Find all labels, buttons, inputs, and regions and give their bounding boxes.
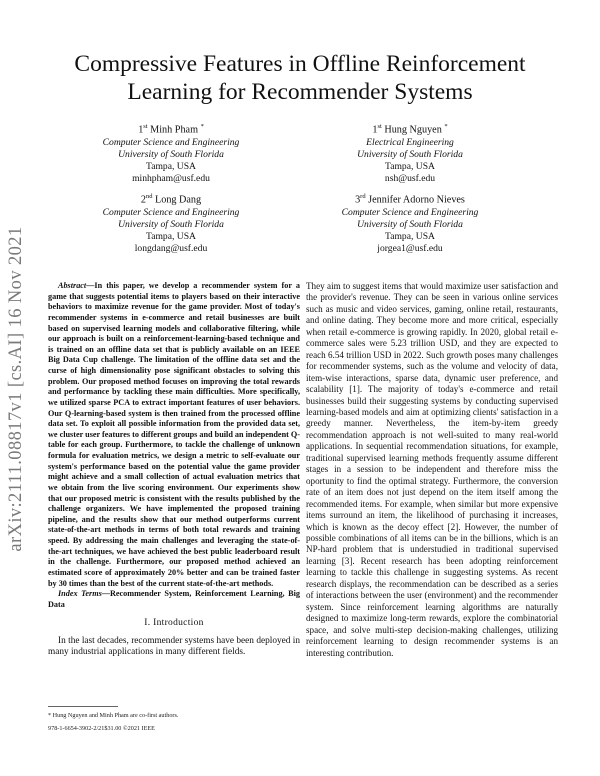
- section-title: I. Introduction: [144, 618, 204, 629]
- author-name: Long Dang: [155, 194, 202, 206]
- author-department: Computer Science and Engineering: [341, 206, 479, 218]
- paper-title: [60, 50, 540, 106]
- author-name: Minh Pham: [150, 124, 199, 136]
- author-department: Computer Science and Engineering: [102, 206, 240, 218]
- intro-paragraph-left: In the last decades, recommender systems have been deployed in many industrial applications in many different fields.: [48, 635, 300, 658]
- author-mark: *: [444, 123, 448, 130]
- author-ordinal: 2: [140, 194, 146, 206]
- footnote-rule: [48, 706, 118, 707]
- author-block-4: [327, 191, 493, 255]
- author-mark: *: [200, 123, 204, 130]
- author-ordinal: 3: [355, 194, 361, 206]
- author-block-1: [96, 121, 246, 185]
- author-block-3: [96, 191, 246, 255]
- author-university: University of South Florida: [118, 148, 224, 160]
- title-line-2: Learning for Recommender Systems: [127, 79, 473, 105]
- abstract-text: —In this paper, we develop a recommender system for a game that suggests potential items to players based on their interactive behaviors to maximize revenue for the game provider. Most of today's recommender systems in e-commerce and retail businesses are built based on supervised learning models and collaborative filtering, while our approach is built on a reinforcement-learning-based technique and is trained on an offline data set that is publicly available on an IEEE Big Data Cup challenge. The limitation of the offline data set and the curse of high dimensionality pose significant obstacles to solving this problem. Our proposed method focuses on improving the total rewards and performance by tackling these main difficulties. More specifically, we utilized sparse PCA to extract important features of user behaviors. Our Q-learning-based system is then trained from the processed offline data set. To exploit all possible information from the provided data set, we cluster user features to different groups and build an independent Q-table for each group. Furthermore, to tackle the challenge of unknown formula for evaluation metrics, we design a metric to self-evaluate our system's performance based on the potential value the game provider might achieve and a small collection of actual evaluation metrics that we obtain from the live scoring environment. Our experiments show that our proposed metric is consistent with the results published by the challenge organizers. We have implemented the proposed training pipeline, and the results show that our method outperforms current state-of-the-art methods in terms of both total rewards and training speed. By addressing the main challenges and leveraging the state-of-the-art techniques, we have achieved the best public leaderboard result in the challenge. Furthermore, our proposed method achieved an estimated score of approximately 20% better and can be trained faster by 30 times than the best of the current state-of-the-art methods.: [48, 281, 300, 588]
- right-column: [306, 281, 558, 659]
- author-name: Jennifer Adorno Nieves: [368, 194, 465, 206]
- footnote: * Hung Nguyen and Minh Pham are co-first authors.: [48, 712, 179, 719]
- copyright-notice: 978-1-6654-3902-2/21$31.00 ©2021 IEEE: [48, 725, 155, 732]
- left-column: [48, 281, 300, 659]
- author-city: Tampa, USA: [146, 161, 196, 172]
- author-ordinal: 1: [372, 124, 378, 136]
- arxiv-stamp: arXiv:2111.08817v1 [cs.AI] 16 Nov 2021: [6, 226, 26, 552]
- author-department: Electrical Engineering: [366, 136, 454, 148]
- abstract-label: Abstract: [58, 281, 87, 290]
- author-email: jorgea1@usf.edu: [377, 243, 443, 255]
- author-city: Tampa, USA: [385, 161, 435, 172]
- intro-paragraph-right: They aim to suggest items that would maximize user satisfaction and the provider's revenue. They can be seen in various online services such as music and video services, gaming, online retail, restaurants, and online dating. They become more and more critical, especially when retail e-commerce is growing rapidly. In 2020, global retail e-commerce sales were 5.23 trillion USD, and they are expected to reach 6.54 trillion USD in 2022. Such growth poses many challenges for recommender systems, such as the volume and velocity of data, item-wise interactions, sparse data, dynamic user preference, and scalability [1]. The majority of today's e-commerce and retail businesses build their suggesting systems by conducting supervised learning-based models and aim at optimizing clients' satisfaction in a greedy manner. Nevertheless, the item-by-item greedy recommendation approach is not well-suited to many real-world applications. In sequential recommendation situations, for example, traditional supervised learning methods frequently assume different stages in a session to be independent and therefore miss the oportunity to find the optimal strategy. Furthermore, the conversion rate of an item does not just depend on the item itself among the recommended items. For example, when similar but more expensive items surround an item, the likelihood of purchasing it increases, which is known as the decoy effect [2]. However, the number of possible combinations of all items can be in the billions, which is an NP-hard problem that is understudied in traditional supervised learning [3]. Recent research has been adopting reinforcement learning to tackle this challenge in suggesting systems. As recent research displays, the recommendation can be described as a series of interactions between the user (environment) and the recommender system. Since reinforcement learning algorithms are naturally designed to maximize long-term rewards, explore the combinatorial space, and solve multi-step decision-making challenges, utilizing reinforcement learning to design recommender systems is an interesting contribution.: [306, 281, 558, 658]
- author-email: longdang@usf.edu: [134, 243, 208, 255]
- index-terms: [48, 589, 300, 610]
- author-name: Hung Nguyen: [384, 124, 442, 136]
- author-email: minhpham@usf.edu: [132, 173, 210, 185]
- author-ordinal-suffix: nd: [145, 193, 153, 200]
- author-university: University of South Florida: [357, 148, 463, 160]
- author-ordinal-suffix: st: [377, 123, 382, 130]
- author-block-2: [335, 121, 485, 185]
- author-ordinal-suffix: rd: [360, 193, 366, 200]
- author-ordinal-suffix: st: [143, 123, 148, 130]
- author-ordinal: 1: [138, 124, 144, 136]
- index-terms-text: —Recommender System, Reinforcement Learning, Big Data: [48, 589, 301, 609]
- author-university: University of South Florida: [357, 218, 463, 230]
- index-terms-label: Index Terms: [58, 589, 102, 599]
- author-city: Tampa, USA: [146, 231, 196, 242]
- author-email: nsh@usf.edu: [384, 173, 436, 185]
- author-university: University of South Florida: [118, 218, 224, 230]
- author-department: Computer Science and Engineering: [102, 136, 240, 148]
- author-city: Tampa, USA: [385, 231, 435, 242]
- title-line-1: Compressive Features in Offline Reinforcement: [74, 51, 526, 77]
- abstract: [48, 281, 300, 589]
